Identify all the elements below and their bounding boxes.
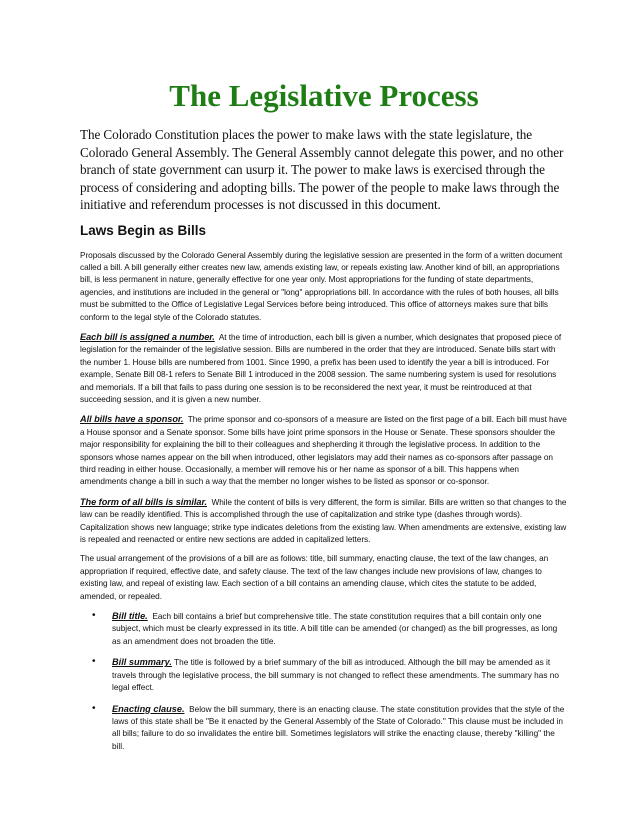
list-item-lead: Bill summary. — [112, 657, 172, 668]
paragraph-bill-number — [80, 331, 568, 406]
list-item-text: Below the bill summary, there is an enacting clause. The state constitution provides that the style of the laws of this state shall be "Be it enacted by the General Assembly of the State of Colorado." This clause must be included in all bills; failure to do so invalidates the entire bill. Sometimes legislators will strike the enacting clause, thereby "killing" the bill. — [112, 704, 565, 751]
paragraph-text: While the content of bills is very different, the form is similar. Bills are written so that changes to the law can be readily identified. This is accomplished through the use of capitalization and strike type (dashes through words). Capitalization shows new language; strike type indicates deletions from the existing law. When amendments are extensive, existing law is repealed and reenacted or entire new sections are added in capitalized letters. — [80, 497, 567, 545]
paragraph-text: At the time of introduction, each bill is given a number, which designates that proposed piece of legislation for the remainder of the legislative session. Bills are numbered in the order that they are introduced. Senate bills start with the number 1. House bills are numbered from 1001. Since 1990, a prefix has been used to identify the year a bill is introduced. For example, Senate Bill 08-1 refers to Senate Bill 1 introduced in the 2008 session. The same numbering system is used for resolutions and memorials. If a bill that fails to pass during one session is to be reconsidered the next year, it must be reintroduced at that succeeding session, and it is given a new number. — [80, 332, 562, 404]
list-item-text: Each bill contains a brief but comprehensive title. The state constitution requires that a bill contain only one subject, which must be clearly expressed in its title. A bill title can be amended (or changed) as the bill progresses, as long as an amendment does not broaden the title. — [112, 612, 558, 646]
bullet-icon: • — [92, 610, 96, 622]
paragraph-bill-form — [80, 496, 568, 547]
paragraph-lead: The form of all bills is similar. — [80, 496, 208, 507]
bullet-icon: • — [92, 656, 96, 668]
list-item-lead: Bill title. — [112, 611, 148, 622]
paragraph-text: The prime sponsor and co-sponsors of a measure are listed on the first page of a bill. Each bill must have a House sponsor and a Senate sponsor. Some bills have joint prime sponsors in the House or Senate. These sponsors shoulder the major responsibility for explaining the bill to their colleagues and shepherding it through the legislative process. In addition to the sponsors whose names appear on the bill when introduced, other legislators may add their names as co-sponsors after passage on third reading in either house. Occasionally, a member will remove his or her name as sponsor of a bill. This happens when amendments change a bill in such a way that the member no longer wishes to be listed as sponsor or co-sponsor. — [80, 415, 567, 487]
list-item-lead: Enacting clause. — [112, 703, 185, 714]
page-title: The Legislative Process — [169, 78, 479, 113]
paragraph-bills-overview — [80, 250, 568, 324]
list-item-bill-summary — [80, 656, 568, 694]
paragraph-bill-arrangement — [80, 553, 568, 603]
intro-paragraph: The Colorado Constitution places the power to make laws with the state legislature, the Colorado General Assembly. The General Assembly cannot delegate this power, and no other branch of state government can usurp it. The power to make laws is exercised through the process of considering and adopting bills. The power of the people to make laws through the initiative and referendum processes is not discussed in this document. — [80, 127, 564, 212]
bullet-icon: • — [92, 702, 96, 714]
paragraph-bill-sponsor — [80, 413, 568, 488]
list-item-bill-title — [80, 610, 568, 648]
paragraph-lead: All bills have a sponsor. — [80, 414, 184, 425]
list-item-text: The title is followed by a brief summary of the bill as introduced. Although the bill may be amended as it travels through the legislative process, the bill summary is not changed to reflect these amendments. The summary has no legal effect. — [112, 658, 559, 693]
list-item-enacting-clause — [80, 703, 568, 754]
section-heading: Laws Begin as Bills — [80, 222, 207, 238]
bill-parts-list — [80, 610, 568, 753]
paragraph-text: Proposals discussed by the Colorado General Assembly during the legislative session are presented in the form of a written document called a bill. A bill generally either creates new law, amends existing law, or repeals existing law. Another kind of bill, an appropriations bill, is less permanent in nature, generally effective for one year only. Most appropriations for the funding of state departments, agencies, and institutions are included in the general or "long" appropriations bill. In accordance with the rules of both houses, all bills must be submitted to the Office of Legislative Legal Services before being introduced. This office of attorneys makes sure that bills conform to the legal style of the Colorado statutes. — [80, 250, 563, 322]
paragraph-lead: Each bill is assigned a number. — [80, 331, 215, 342]
paragraph-text: The usual arrangement of the provisions of a bill are as follows: title, bill summary, enacting clause, the text of the law changes, an appropriation if required, effective date, and safety clause. The text of the law changes include new provisions of law, changes to existing law, and repeal of existing law. Each section of a bill contains an amending clause, which cites the statute to be added, amended, or repealed. — [80, 554, 549, 601]
document-page — [80, 78, 568, 761]
